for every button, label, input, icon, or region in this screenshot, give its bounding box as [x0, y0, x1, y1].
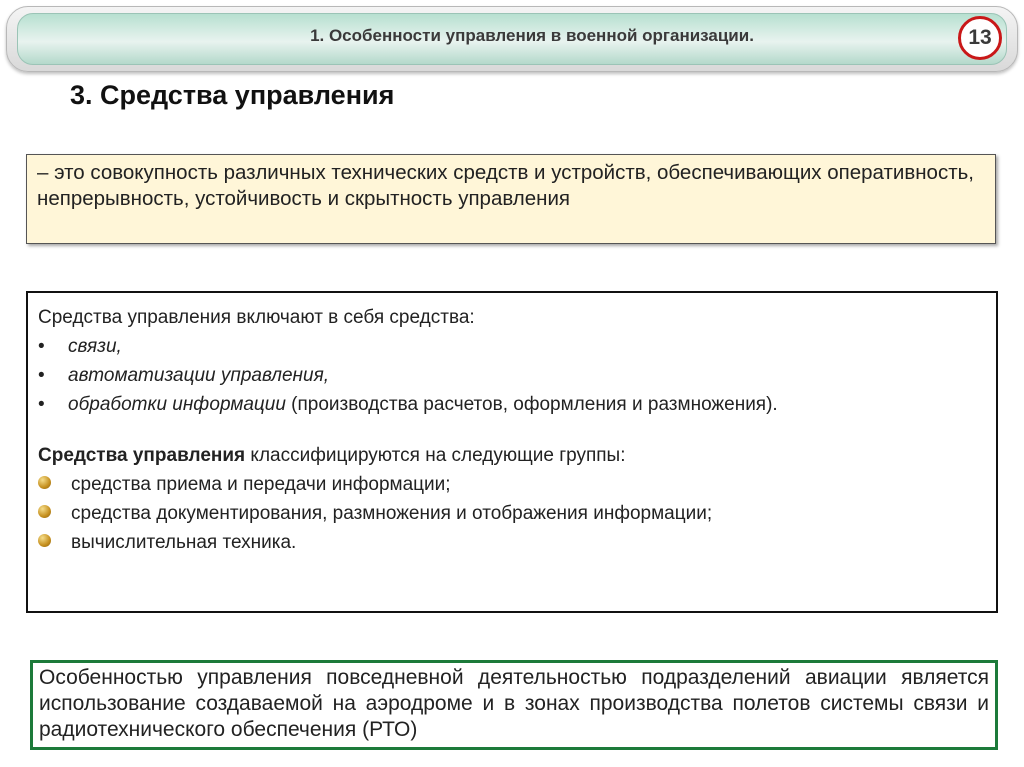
feature-text: Особенностью управления повседневной деятельностью подразделений авиации является использование создаваемой на аэродроме и в зонах производства полетов системы связи и радиотехнического обеспечения (РТО) — [39, 666, 989, 741]
classification-rest: классифицируются на следующие группы: — [245, 445, 626, 466]
classification-line — [38, 441, 986, 470]
list-item — [38, 332, 986, 361]
definition-box — [26, 154, 996, 244]
list-item-italic: связи, — [68, 336, 122, 357]
list-item-italic: обработки информации — [68, 394, 286, 415]
list-item — [38, 361, 986, 390]
feature-box — [30, 660, 998, 750]
group-item-text: средства документирования, размножения и отображения информации; — [71, 503, 713, 524]
list-item — [38, 390, 986, 419]
gold-bullet-icon — [38, 534, 51, 547]
group-item — [38, 499, 986, 528]
group-item-text: средства приема и передачи информации; — [71, 474, 451, 495]
page-number-badge: 13 — [958, 16, 1002, 60]
list-item-italic: автоматизации управления, — [68, 365, 330, 386]
means-box — [26, 291, 998, 613]
gold-bullet-icon — [38, 505, 51, 518]
group-item-text: вычислительная техника. — [71, 532, 297, 553]
group-item — [38, 470, 986, 499]
section-title: 3. Средства управления — [70, 80, 395, 110]
header-title: 1. Особенности управления в военной организации. — [310, 26, 754, 45]
group-item — [38, 528, 986, 557]
definition-text: – это совокупность различных технических средств и устройств, обеспечивающих оперативность, непрерывность, устойчивость и скрытность управления — [37, 161, 974, 210]
spacer — [38, 419, 986, 441]
bullet: • — [38, 394, 45, 415]
classification-bold: Средства управления — [38, 445, 246, 466]
gold-bullet-icon — [38, 476, 51, 489]
means-intro: Средства управления включают в себя средства: — [38, 307, 475, 328]
bullet: • — [38, 336, 45, 357]
list-item-rest: (производства расчетов, оформления и размножения). — [285, 394, 778, 415]
bullet: • — [38, 365, 45, 386]
